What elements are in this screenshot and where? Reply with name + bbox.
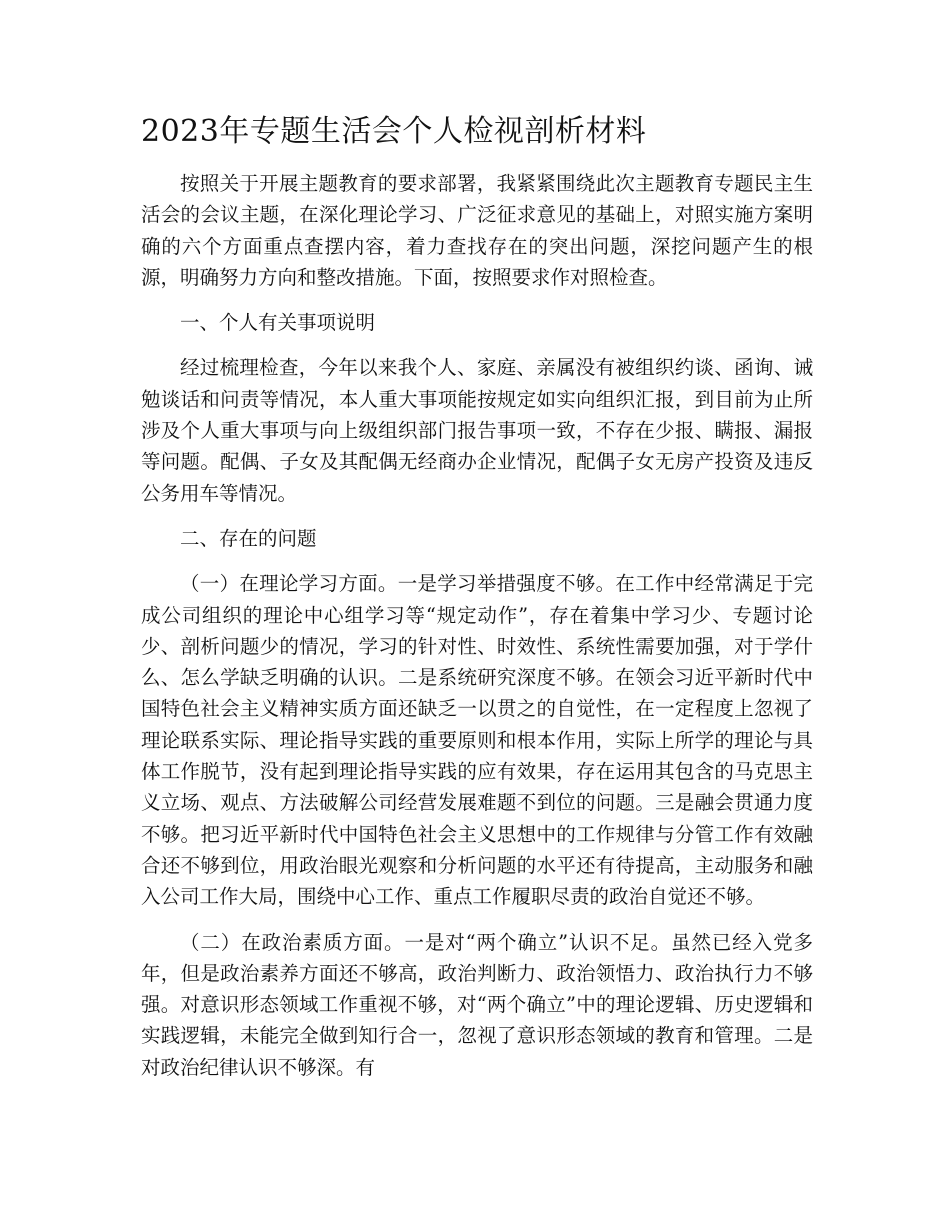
section-heading-personal-matters: 一、个人有关事项说明 — [180, 311, 376, 335]
document-body — [141, 112, 813, 1097]
section-heading-problems: 二、存在的问题 — [180, 526, 317, 550]
theory-study-paragraph: （一）在理论学习方面。一是学习举措强度不够。在工作中经常满足于完成公司组织的理论中心组学习等“规定动作”，存在着集中学习少、专题讨论少、剖析问题少的情况，学习的针对性、时效性、系统性需要加强，对于学什么、怎么学缺乏明确的认识。二是系统研究深度不够。在领会习近平新时代中国特色社会主义精神实质方面还缺乏一以贯之的自觉性，在一定程度上忽视了理论联系实际、理论指导实践的重要原则和根本作用，实际上所学的理论与具体工作脱节，没有起到理论指导实践的应有效果，存在运用其包含的马克思主义立场、观点、方法破解公司经营发展难题不到位的问题。三是融会贯通力度不够。把习近平新时代中国特色社会主义思想中的工作规律与分管工作有效融合还不够到位，用政治眼光观察和分析问题的水平还有待提高，主动服务和融入公司工作大局，围绕中心工作、重点工作履职尽责的政治自觉还不够。 — [141, 572, 813, 909]
document-title: 2023年专题生活会个人检视剖析材料 — [141, 114, 647, 149]
political-quality-paragraph: （二）在政治素质方面。一是对“两个确立”认识不足。虽然已经入党多年，但是政治素养方面还不够高，政治判断力、政治领悟力、政治执行力不够强。对意识形态领域工作重视不够，对“两个确立”中的理论逻辑、历史逻辑和实践逻辑，未能完全做到知行合一，忽视了意识形态领域的教育和管理。二是对政治纪律认识不够深。有 — [141, 930, 813, 1079]
personal-matters-paragraph: 经过梳理检查，今年以来我个人、家庭、亲属没有被组织约谈、函询、诫勉谈话和问责等情况，本人重大事项能按规定如实向组织汇报，到目前为止所涉及个人重大事项与向上级组织部门报告事项一致，不存在少报、瞒报、漏报等问题。配偶、子女及其配偶无经商办企业情况，配偶子女无房产投资及违反公务用车等情况。 — [141, 356, 813, 505]
intro-paragraph: 按照关于开展主题教育的要求部署，我紧紧围绕此次主题教育专题民主生活会的会议主题，在深化理论学习、广泛征求意见的基础上，对照实施方案明确的六个方面重点查摆内容，着力查找存在的突出问题，深挖问题产生的根源，明确努力方向和整改措施。下面，按照要求作对照检查。 — [141, 172, 813, 289]
